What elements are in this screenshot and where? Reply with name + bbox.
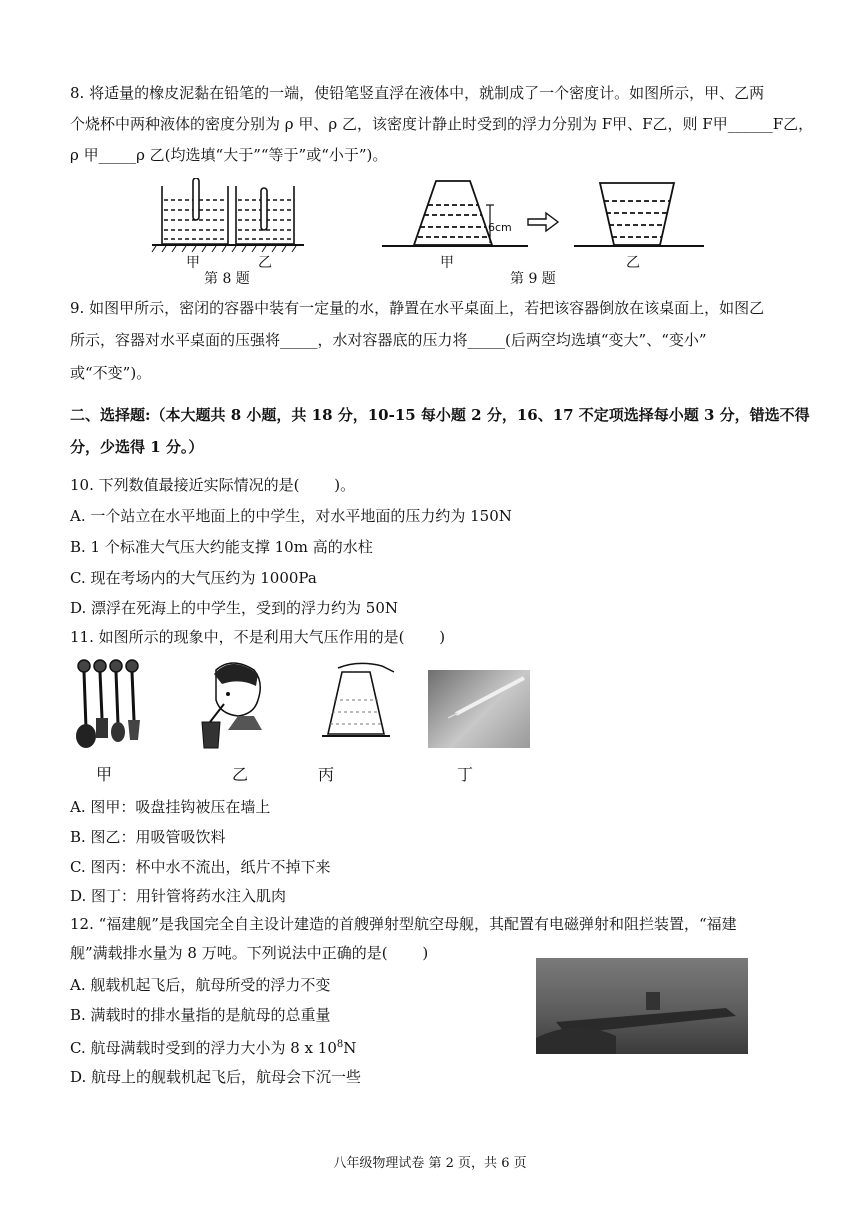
q11-option-b: B. 图乙：用吸管吸饮料 [70, 828, 226, 846]
q12-option-a: A. 舰载机起飞后，航母所受的浮力不变 [70, 976, 331, 994]
q12-option-c-exponent: 8 [336, 1039, 344, 1050]
figure-11-syringe-photo [428, 670, 530, 748]
q10-option-b: B. 1 个标准大气压大约能支撑 10m 高的水柱 [70, 538, 373, 556]
figure-9-caption: 第 9 题 [510, 271, 556, 287]
figure-8-caption: 第 8 题 [204, 271, 250, 287]
aircraft-carrier-photo [536, 958, 748, 1054]
figure-8-beakers [148, 178, 308, 254]
q11-option-c: C. 图丙：杯中水不流出，纸片不掉下来 [70, 858, 331, 876]
q12-line-2: 舰”满载排水量为 8 万吨。下列说法中正确的是( ) [70, 944, 429, 962]
figure-11-boy-straw [198, 660, 268, 752]
section-2-heading-line-2: 分，少选得 1 分。） [70, 438, 204, 456]
q9-line-3: 或“不变”)。 [70, 364, 152, 382]
q8-line-3: ρ 甲_____ρ 乙(均选填“大于”“等于”或“小于”)。 [70, 146, 388, 164]
figure-8-label-b: 乙 [258, 255, 272, 271]
q12-option-d: D. 航母上的舰载机起飞后，航母会下沉一些 [70, 1068, 362, 1086]
q11-option-a: A. 图甲：吸盘挂钩被压在墙上 [70, 798, 271, 816]
q10-option-c: C. 现在考场内的大气压约为 1000Pa [70, 569, 317, 587]
figure-9-containers [378, 175, 708, 255]
q12-option-b: B. 满载时的排水量指的是航母的总重量 [70, 1006, 331, 1024]
figure-11-label-a: 甲 [96, 765, 113, 784]
q10-option-d: D. 漂浮在死海上的中学生，受到的浮力约为 50N [70, 599, 399, 617]
figure-9-label-a: 甲 [440, 255, 454, 271]
figure-11-suction-hooks [74, 658, 146, 750]
page-footer: 八年级物理试卷 第 2 页，共 6 页 [333, 1156, 527, 1171]
q12-line-1: 12. “福建舰”是我国完全自主设计建造的首艘弹射型航空母舰，其配置有电磁弹射和阻拦装置，“福建 [70, 915, 737, 933]
figure-11-label-b: 乙 [232, 765, 249, 784]
q11-stem: 11. 如图所示的现象中，不是利用大气压作用的是( ) [70, 628, 446, 646]
section-2-heading-line-1: 二、选择题:（本大题共 8 小题，共 18 分，10-15 每小题 2 分，16、17 不定项选择每小题 3 分，错选不得 [70, 406, 810, 424]
q10-option-a: A. 一个站立在水平地面上的中学生，对水平地面的压力约为 150N [70, 507, 512, 525]
q12-option-c-unit: N [343, 1039, 357, 1057]
q12-option-c-text: C. 航母满载时受到的浮力大小为 8 x 10 [70, 1039, 337, 1057]
q8-line-1: 8. 将适量的橡皮泥黏在铅笔的一端，使铅笔竖直浮在液体中，就制成了一个密度计。如图所示，甲、乙两 [70, 84, 765, 102]
q11-option-d: D. 图丁：用针管将药水注入肌肉 [70, 887, 287, 905]
q12-option-c [70, 1034, 356, 1059]
figure-11-label-c: 丙 [318, 765, 335, 784]
q9-line-2: 所示，容器对水平桌面的压强将_____，水对容器底的压力将_____(后两空均选填“变大”、“变小” [70, 331, 707, 349]
q10-stem: 10. 下列数值最接近实际情况的是( )。 [70, 476, 356, 494]
q9-line-1: 9. 如图甲所示，密闭的容器中装有一定量的水，静置在水平桌面上，若把该容器倒放在该桌面上，如图乙 [70, 299, 765, 317]
q8-line-2: 个烧杯中两种液体的密度分别为 ρ 甲、ρ 乙，该密度计静止时受到的浮力分别为 F甲、F乙，则 F甲______F乙， [70, 115, 814, 133]
figure-9-label-b: 乙 [626, 255, 640, 271]
figure-11-inverted-cup [308, 660, 398, 746]
figure-11-label-d: 丁 [457, 765, 474, 784]
figure-9-height-label: 6cm [488, 221, 512, 234]
figure-8-label-a: 甲 [186, 255, 200, 271]
